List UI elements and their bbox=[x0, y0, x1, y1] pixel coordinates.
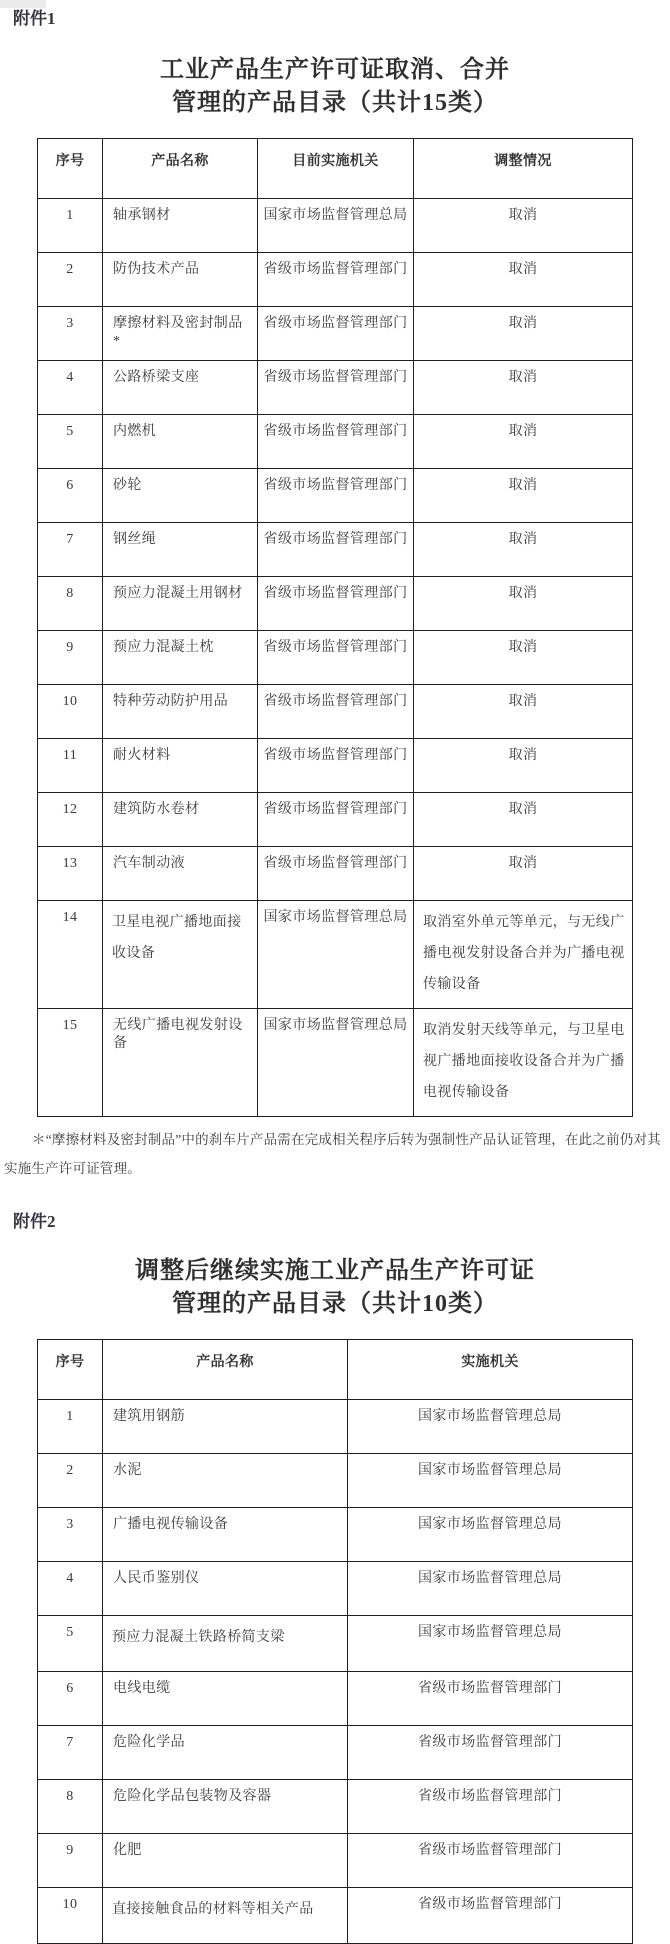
table-cell: 4 bbox=[38, 1562, 103, 1616]
attachment1-label: 附件1 bbox=[13, 9, 56, 28]
table1-footnote: ＊“摩擦材料及密封制品”中的刹车片产品需在完成相关程序后转为强制性产品认证管理，在此之前仍对其实施生产许可证管理。 bbox=[4, 1132, 661, 1176]
table-cell: 水泥 bbox=[103, 1454, 348, 1508]
table-row bbox=[38, 253, 633, 307]
table-cell: 1 bbox=[38, 1400, 103, 1454]
table-cell: 取消发射天线等单元，与卫星电视广播地面接收设备合并为广播电视传输设备 bbox=[414, 1009, 633, 1117]
attachment1-title-line2: 管理的产品目录（共计15类） bbox=[172, 90, 498, 116]
scan-artifact bbox=[0, 0, 46, 8]
table-cell: 国家市场监督管理总局 bbox=[348, 1400, 633, 1454]
table-cell: 14 bbox=[38, 901, 103, 1009]
table-cell: 耐火材料 bbox=[103, 739, 258, 793]
table-cell: 5 bbox=[38, 1616, 103, 1672]
table-cell: 省级市场监督管理部门 bbox=[258, 631, 414, 685]
table-row bbox=[38, 1400, 633, 1454]
table-cell: 11 bbox=[38, 739, 103, 793]
attachment2-title bbox=[0, 1233, 670, 1321]
table-cell: 省级市场监督管理部门 bbox=[258, 685, 414, 739]
table-cell: 取消 bbox=[414, 577, 633, 631]
table-cell: 省级市场监督管理部门 bbox=[258, 577, 414, 631]
table-row bbox=[38, 469, 633, 523]
table-cell: 卫星电视广播地面接收设备 bbox=[103, 901, 258, 1009]
table-cell: 12 bbox=[38, 793, 103, 847]
table-body bbox=[38, 1400, 633, 1944]
table-row bbox=[38, 361, 633, 415]
table-row bbox=[38, 577, 633, 631]
table-cell: 省级市场监督管理部门 bbox=[258, 469, 414, 523]
table-cell: 省级市场监督管理部门 bbox=[348, 1834, 633, 1888]
table-row bbox=[38, 739, 633, 793]
table-cell: 省级市场监督管理部门 bbox=[348, 1888, 633, 1944]
table-cell: 取消 bbox=[414, 199, 633, 253]
table-row bbox=[38, 523, 633, 577]
column-header: 产品名称 bbox=[103, 139, 258, 199]
column-header: 产品名称 bbox=[103, 1340, 348, 1400]
table-cell: 直接接触食品的材料等相关产品 bbox=[103, 1888, 348, 1944]
cancelled-products-table bbox=[37, 138, 633, 1117]
table-cell: 2 bbox=[38, 1454, 103, 1508]
table-body bbox=[38, 199, 633, 1117]
column-header: 实施机关 bbox=[348, 1340, 633, 1400]
attachment2-section bbox=[0, 1183, 670, 1944]
table-cell: 2 bbox=[38, 253, 103, 307]
table-cell: 危险化学品 bbox=[103, 1726, 348, 1780]
header-row bbox=[38, 1340, 633, 1400]
table-cell: 预应力混凝土用钢材 bbox=[103, 577, 258, 631]
table-cell: 广播电视传输设备 bbox=[103, 1508, 348, 1562]
table-cell: 轴承钢材 bbox=[103, 199, 258, 253]
table-cell: 取消室外单元等单元，与无线广播电视发射设备合并为广播电视传输设备 bbox=[414, 901, 633, 1009]
table-header bbox=[38, 139, 633, 199]
table-cell: 电线电缆 bbox=[103, 1672, 348, 1726]
table-cell: 省级市场监督管理部门 bbox=[348, 1726, 633, 1780]
table-cell: 10 bbox=[38, 1888, 103, 1944]
table-cell: 特种劳动防护用品 bbox=[103, 685, 258, 739]
table-cell: 公路桥梁支座 bbox=[103, 361, 258, 415]
table-cell: 7 bbox=[38, 523, 103, 577]
table-cell: 省级市场监督管理部门 bbox=[258, 415, 414, 469]
table-cell: 10 bbox=[38, 685, 103, 739]
table-row bbox=[38, 1888, 633, 1944]
table-row bbox=[38, 901, 633, 1009]
table-cell: 5 bbox=[38, 415, 103, 469]
table-cell: 建筑用钢筋 bbox=[103, 1400, 348, 1454]
table-cell: 钢丝绳 bbox=[103, 523, 258, 577]
table-cell: 预应力混凝土枕 bbox=[103, 631, 258, 685]
table-cell: 6 bbox=[38, 1672, 103, 1726]
table-cell: 15 bbox=[38, 1009, 103, 1117]
table-row bbox=[38, 1726, 633, 1780]
table-cell: 省级市场监督管理部门 bbox=[258, 307, 414, 361]
column-header: 调整情况 bbox=[414, 139, 633, 199]
table-cell: 无线广播电视发射设备 bbox=[103, 1009, 258, 1117]
table-cell: 取消 bbox=[414, 793, 633, 847]
table-cell: 省级市场监督管理部门 bbox=[258, 253, 414, 307]
table-row bbox=[38, 685, 633, 739]
table-row bbox=[38, 1562, 633, 1616]
table-cell: 7 bbox=[38, 1726, 103, 1780]
table-cell: 砂轮 bbox=[103, 469, 258, 523]
table-cell: 国家市场监督管理总局 bbox=[258, 1009, 414, 1117]
attachment2-title-line2: 管理的产品目录（共计10类） bbox=[172, 1291, 498, 1317]
table-cell: 国家市场监督管理总局 bbox=[348, 1454, 633, 1508]
table-cell: 省级市场监督管理部门 bbox=[258, 739, 414, 793]
table-cell: 6 bbox=[38, 469, 103, 523]
table-row bbox=[38, 1672, 633, 1726]
attachment1-title-line1: 工业产品生产许可证取消、合并 bbox=[160, 57, 510, 83]
table-cell: 9 bbox=[38, 631, 103, 685]
table-cell: 取消 bbox=[414, 469, 633, 523]
attachment2-title-line1: 调整后继续实施工业产品生产许可证 bbox=[135, 1258, 535, 1284]
attachment2-label: 附件2 bbox=[13, 1212, 56, 1231]
table-cell: 省级市场监督管理部门 bbox=[348, 1780, 633, 1834]
table-cell: 防伪技术产品 bbox=[103, 253, 258, 307]
table-row bbox=[38, 631, 633, 685]
table-cell: 汽车制动液 bbox=[103, 847, 258, 901]
table-cell: 人民币鉴别仪 bbox=[103, 1562, 348, 1616]
table-cell: 9 bbox=[38, 1834, 103, 1888]
table-cell: 国家市场监督管理总局 bbox=[348, 1508, 633, 1562]
table-cell: 省级市场监督管理部门 bbox=[258, 847, 414, 901]
table-cell: 8 bbox=[38, 1780, 103, 1834]
column-header: 序号 bbox=[38, 139, 103, 199]
table-cell: 国家市场监督管理总局 bbox=[258, 901, 414, 1009]
table-row bbox=[38, 1454, 633, 1508]
header-row bbox=[38, 139, 633, 199]
table-cell: 省级市场监督管理部门 bbox=[348, 1672, 633, 1726]
table-header bbox=[38, 1340, 633, 1400]
table-row bbox=[38, 1780, 633, 1834]
table-cell: 化肥 bbox=[103, 1834, 348, 1888]
table-cell: 取消 bbox=[414, 685, 633, 739]
table-row bbox=[38, 1009, 633, 1117]
table-row bbox=[38, 199, 633, 253]
table-cell: 3 bbox=[38, 1508, 103, 1562]
table-cell: 取消 bbox=[414, 847, 633, 901]
table-cell: 国家市场监督管理总局 bbox=[348, 1616, 633, 1672]
table-cell: 预应力混凝土铁路桥简支梁 bbox=[103, 1616, 348, 1672]
column-header: 序号 bbox=[38, 1340, 103, 1400]
table-cell: 摩擦材料及密封制品* bbox=[103, 307, 258, 361]
table-row bbox=[38, 307, 633, 361]
table-cell: 取消 bbox=[414, 253, 633, 307]
table-cell: 建筑防水卷材 bbox=[103, 793, 258, 847]
table-cell: 取消 bbox=[414, 523, 633, 577]
table-cell: 13 bbox=[38, 847, 103, 901]
table-cell: 国家市场监督管理总局 bbox=[348, 1562, 633, 1616]
table-cell: 取消 bbox=[414, 307, 633, 361]
table-row bbox=[38, 415, 633, 469]
table-cell: 取消 bbox=[414, 739, 633, 793]
column-header: 目前实施机关 bbox=[258, 139, 414, 199]
table-cell: 省级市场监督管理部门 bbox=[258, 361, 414, 415]
table-row bbox=[38, 1508, 633, 1562]
table-cell: 3 bbox=[38, 307, 103, 361]
table-row bbox=[38, 1834, 633, 1888]
table-cell: 内燃机 bbox=[103, 415, 258, 469]
continued-products-table bbox=[37, 1339, 633, 1944]
table-cell: 省级市场监督管理部门 bbox=[258, 523, 414, 577]
table-cell: 4 bbox=[38, 361, 103, 415]
table-cell: 取消 bbox=[414, 415, 633, 469]
table-cell: 1 bbox=[38, 199, 103, 253]
table-row bbox=[38, 847, 633, 901]
table-cell: 取消 bbox=[414, 361, 633, 415]
table-row bbox=[38, 1616, 633, 1672]
table-cell: 危险化学品包装物及容器 bbox=[103, 1780, 348, 1834]
table-row bbox=[38, 793, 633, 847]
table-cell: 国家市场监督管理总局 bbox=[258, 199, 414, 253]
attachment1-title bbox=[0, 30, 670, 120]
table-cell: 省级市场监督管理部门 bbox=[258, 793, 414, 847]
table-cell: 取消 bbox=[414, 631, 633, 685]
table-cell: 8 bbox=[38, 577, 103, 631]
